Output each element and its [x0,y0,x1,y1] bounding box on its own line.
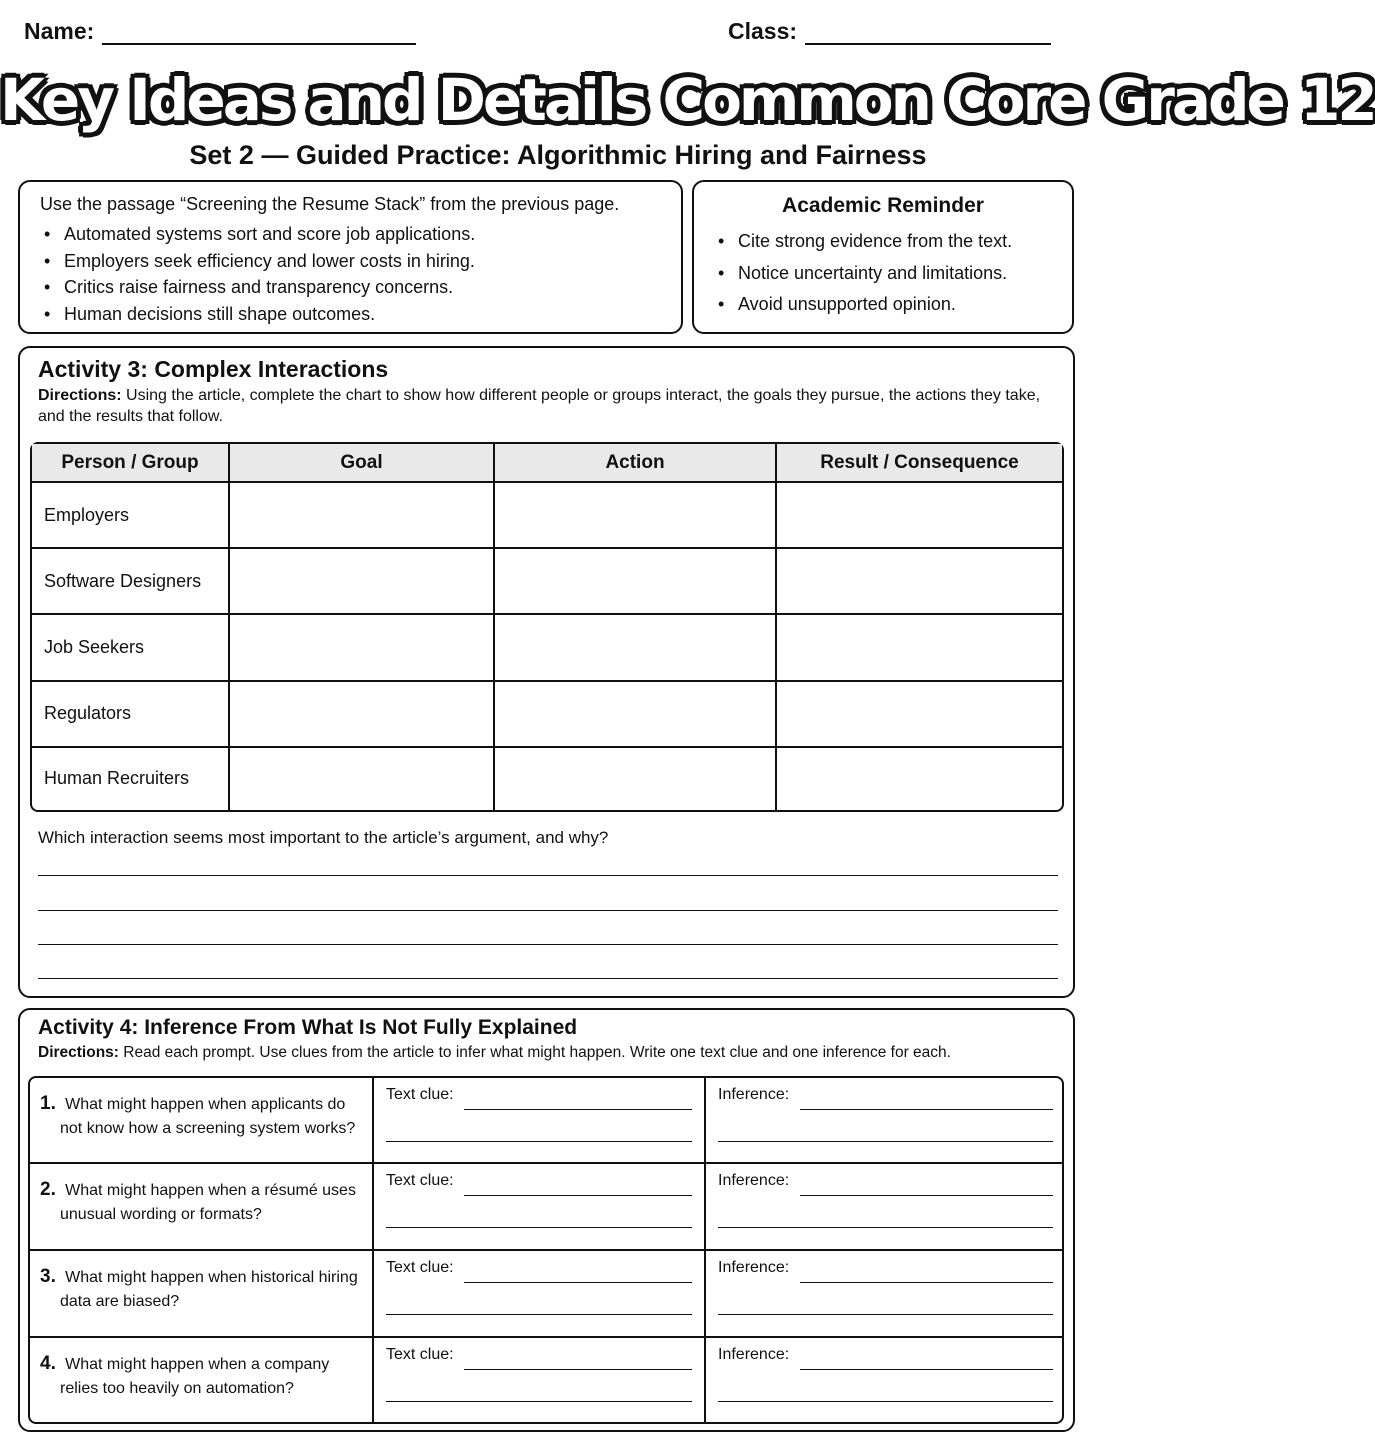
text-clue-cell [373,1163,705,1250]
row-label: Software Designers [32,548,229,614]
answer-cell[interactable] [229,548,494,614]
activity-3 [18,346,1075,998]
name-label: Name: [24,18,95,44]
row-label: Employers [32,482,229,548]
answer-line[interactable] [38,978,1058,979]
inference-line[interactable] [800,1109,1053,1110]
row-label: Human Recruiters [32,747,229,810]
page-subtitle: Set 2 — Guided Practice: Algorithmic Hiring and Fairness [189,140,927,170]
directions-text: Using the article, complete the chart to show how different people or groups interact, the goals they pursue, the actions they take, and the results that follow. [38,387,1041,425]
answer-cell[interactable] [776,548,1062,614]
prompt-cell [30,1250,373,1337]
table-row [32,482,1062,548]
row-label: Job Seekers [32,614,229,680]
directions-label: Directions: [38,387,122,404]
inference-line[interactable] [718,1401,1053,1402]
answer-cell[interactable] [776,681,1062,747]
chart-header-row [32,444,1062,482]
column-header: Action [494,444,776,482]
prompt-cell [30,1163,373,1250]
text-clue-line[interactable] [386,1141,692,1142]
table-row [30,1078,1062,1163]
text-clue-line[interactable] [464,1195,692,1196]
class-line[interactable] [805,21,1051,45]
text-clue-label: Text clue: [386,1345,454,1363]
inference-table [28,1076,1064,1424]
prompt-text: What might happen when historical hiring data are biased? [60,1268,358,1310]
inference-label: Inference: [718,1345,790,1363]
answer-cell[interactable] [776,747,1062,810]
passage-bullet: • Critics raise fairness and transparency concerns. [40,274,661,301]
passage-box [18,180,683,334]
passage-bullets [40,221,661,327]
table-row [30,1163,1062,1250]
answer-cell[interactable] [776,614,1062,680]
answer-cell[interactable] [229,747,494,810]
table-row [32,681,1062,747]
table-row [30,1250,1062,1337]
class-label: Class: [728,18,798,44]
passage-intro: Use the passage “Screening the Resume Stack” from the previous page. [40,194,620,214]
reminder-bullet: • Cite strong evidence from the text. [714,226,1052,258]
column-header: Person / Group [32,444,229,482]
reminder-box [692,180,1074,334]
text-clue-cell [373,1250,705,1337]
text-clue-label: Text clue: [386,1172,454,1190]
reminder-bullets [714,226,1052,321]
interaction-chart [30,442,1064,812]
text-clue-line[interactable] [386,1401,692,1402]
activity-3-title: Activity 3: Complex Interactions [38,356,389,382]
answer-line[interactable] [38,944,1058,945]
name-line[interactable] [102,21,416,45]
answer-cell[interactable] [494,482,776,548]
name-field[interactable] [24,18,416,45]
inference-cell [705,1163,1062,1250]
answer-line[interactable] [38,910,1058,911]
column-header: Goal [229,444,494,482]
answer-cell[interactable] [494,747,776,810]
inference-line[interactable] [800,1369,1053,1370]
activity-4-title: Activity 4: Inference From What Is Not Fully Explained [38,1016,578,1039]
directions-text: Read each prompt. Use clues from the article to infer what might happen. Write one text clue and one inference for each. [118,1044,951,1061]
answer-cell[interactable] [494,548,776,614]
table-row [32,614,1062,680]
activity-4-directions [38,1042,1055,1063]
passage-bullet: • Automated systems sort and score job applications. [40,221,661,248]
text-clue-line[interactable] [386,1314,692,1315]
inference-cell [705,1337,1062,1422]
prompt-number: 1. [40,1093,62,1114]
page-title: Key Ideas and Details Common Core Grade 12 [0,66,1375,134]
activity-4 [18,1008,1075,1432]
text-clue-label: Text clue: [386,1086,454,1103]
inference-cell [705,1250,1062,1337]
answer-cell[interactable] [776,482,1062,548]
inference-line[interactable] [718,1141,1053,1142]
inference-line[interactable] [718,1314,1053,1315]
reminder-bullet: • Notice uncertainty and limitations. [714,258,1052,290]
answer-cell[interactable] [494,681,776,747]
inference-line[interactable] [718,1227,1053,1228]
class-field[interactable] [728,18,1051,45]
inference-cell [705,1078,1062,1163]
table-row [30,1337,1062,1422]
passage-bullet: • Employers seek efficiency and lower costs in hiring. [40,248,661,275]
activity-3-directions [38,385,1055,427]
answer-line[interactable] [38,875,1058,876]
prompt-cell [30,1337,373,1422]
inference-label: Inference: [718,1086,790,1103]
table-row [32,548,1062,614]
text-clue-cell [373,1337,705,1422]
text-clue-line[interactable] [464,1282,692,1283]
text-clue-line[interactable] [464,1369,692,1370]
inference-label: Inference: [718,1172,790,1190]
prompt-number: 3. [40,1265,62,1287]
activity-3-question: Which interaction seems most important to the article’s argument, and why? [38,828,609,847]
prompt-text: What might happen when a résumé uses unusual wording or formats? [60,1182,356,1224]
prompt-number: 4. [40,1352,62,1374]
answer-cell[interactable] [229,614,494,680]
inference-label: Inference: [718,1258,790,1276]
column-header: Result / Consequence [776,444,1062,482]
answer-cell[interactable] [494,614,776,680]
reminder-bullet: • Avoid unsupported opinion. [714,289,1052,321]
inference-line[interactable] [800,1195,1053,1196]
reminder-title: Academic Reminder [782,194,984,217]
text-clue-line[interactable] [464,1109,692,1110]
passage-bullet: • Human decisions still shape outcomes. [40,301,661,328]
table-row [32,747,1062,810]
row-label: Regulators [32,681,229,747]
prompt-text: What might happen when applicants do not know how a screening system works? [60,1096,356,1137]
answer-cell[interactable] [229,482,494,548]
text-clue-line[interactable] [386,1227,692,1228]
prompt-number: 2. [40,1179,62,1201]
prompt-cell [30,1078,373,1163]
text-clue-cell [373,1078,705,1163]
answer-cell[interactable] [229,681,494,747]
prompt-text: What might happen when a company relies too heavily on automation? [60,1355,330,1397]
directions-label: Directions: [38,1044,119,1061]
inference-line[interactable] [800,1282,1053,1283]
text-clue-label: Text clue: [386,1258,454,1276]
